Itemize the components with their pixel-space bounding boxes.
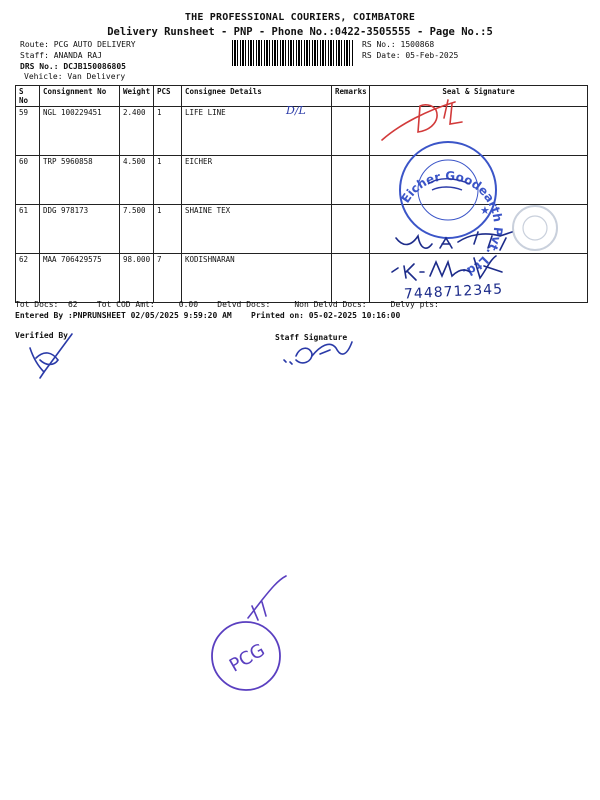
rs-date: RS Date: 05-Feb-2025 [362, 51, 459, 60]
svg-text:★: ★ [480, 204, 490, 217]
drs-number: DRS No.: DCJB150086805 [20, 62, 126, 71]
route-text: Route: PCG AUTO DELIVERY [20, 40, 136, 49]
col-weight: Weight [120, 86, 154, 107]
row-sno: 62 [16, 254, 40, 303]
row-pcs: 7 [154, 254, 182, 303]
row-consignee: LIFE LINE [182, 107, 332, 156]
row-sno: 59 [16, 107, 40, 156]
col-pcs: PCS [154, 86, 182, 107]
col-consignee: Consignee Details [182, 86, 332, 107]
row-weight: 7.500 [120, 205, 154, 254]
runsheet-subtitle: Delivery Runsheet - PNP - Phone No.:0422-3505555 - Page No.:5 [107, 26, 493, 38]
col-sno: S No [16, 86, 40, 107]
row-sno: 61 [16, 205, 40, 254]
pcg-stamp [212, 576, 286, 690]
row-weight: 98.000 [120, 254, 154, 303]
col-remarks: Remarks [332, 86, 370, 107]
row-consignee: EICHER [182, 156, 332, 205]
faint-stamp [513, 206, 557, 250]
svg-text:Eicher Goodearth Pvt. Ltd.: Eicher Goodearth Pvt. Ltd. [398, 168, 506, 281]
staff-text: Staff: ANANDA RAJ [20, 51, 102, 60]
row-weight: 2.400 [120, 107, 154, 156]
staff-signature-label: Staff Signature [275, 333, 348, 342]
row-sno: 60 [16, 156, 40, 205]
eicher-stamp [398, 142, 505, 280]
col-consignment: Consignment No [40, 86, 120, 107]
row-consignment: TRP 5960858 [40, 156, 120, 205]
verified-by-label: Verified By [15, 331, 68, 340]
staff-signature-scribble [284, 342, 352, 364]
handwritten-dl-note: D/L [286, 104, 306, 117]
row-consignment: NGL 100229451 [40, 107, 120, 156]
row-weight: 4.500 [120, 156, 154, 205]
red-dl-mark [382, 100, 462, 140]
row-pcs: 1 [154, 107, 182, 156]
row-pcs: 1 [154, 205, 182, 254]
company-title: THE PROFESSIONAL COURIERS, COIMBATORE [184, 12, 416, 23]
handwritten-phone: 7448712345 [403, 281, 504, 303]
row-pcs: 1 [154, 156, 182, 205]
totals-line: Tot Docs: 62 Tot COD Amt: 0.00 Delvd Docs: Non Delvd Docs: Delvy pts: [15, 300, 439, 309]
row-consignee: KODISHNARAN [182, 254, 332, 303]
verified-by-scribble [30, 334, 72, 378]
row-consignee: SHAINE TEX [182, 205, 332, 254]
rs-number: RS No.: 1500868 [362, 40, 435, 49]
vehicle-text: Vehicle: Van Delivery [24, 72, 126, 81]
svg-text:PCG: PCG [225, 639, 269, 677]
entered-line: Entered By :PNPRUNSHEET 02/05/2025 9:59:20 AM Printed on: 05-02-2025 10:16:00 [15, 311, 401, 320]
row-consignment: MAA 706429575 [40, 254, 120, 303]
row-consignment: DDG 978173 [40, 205, 120, 254]
col-seal-signature: Seal & Signature [370, 86, 588, 107]
